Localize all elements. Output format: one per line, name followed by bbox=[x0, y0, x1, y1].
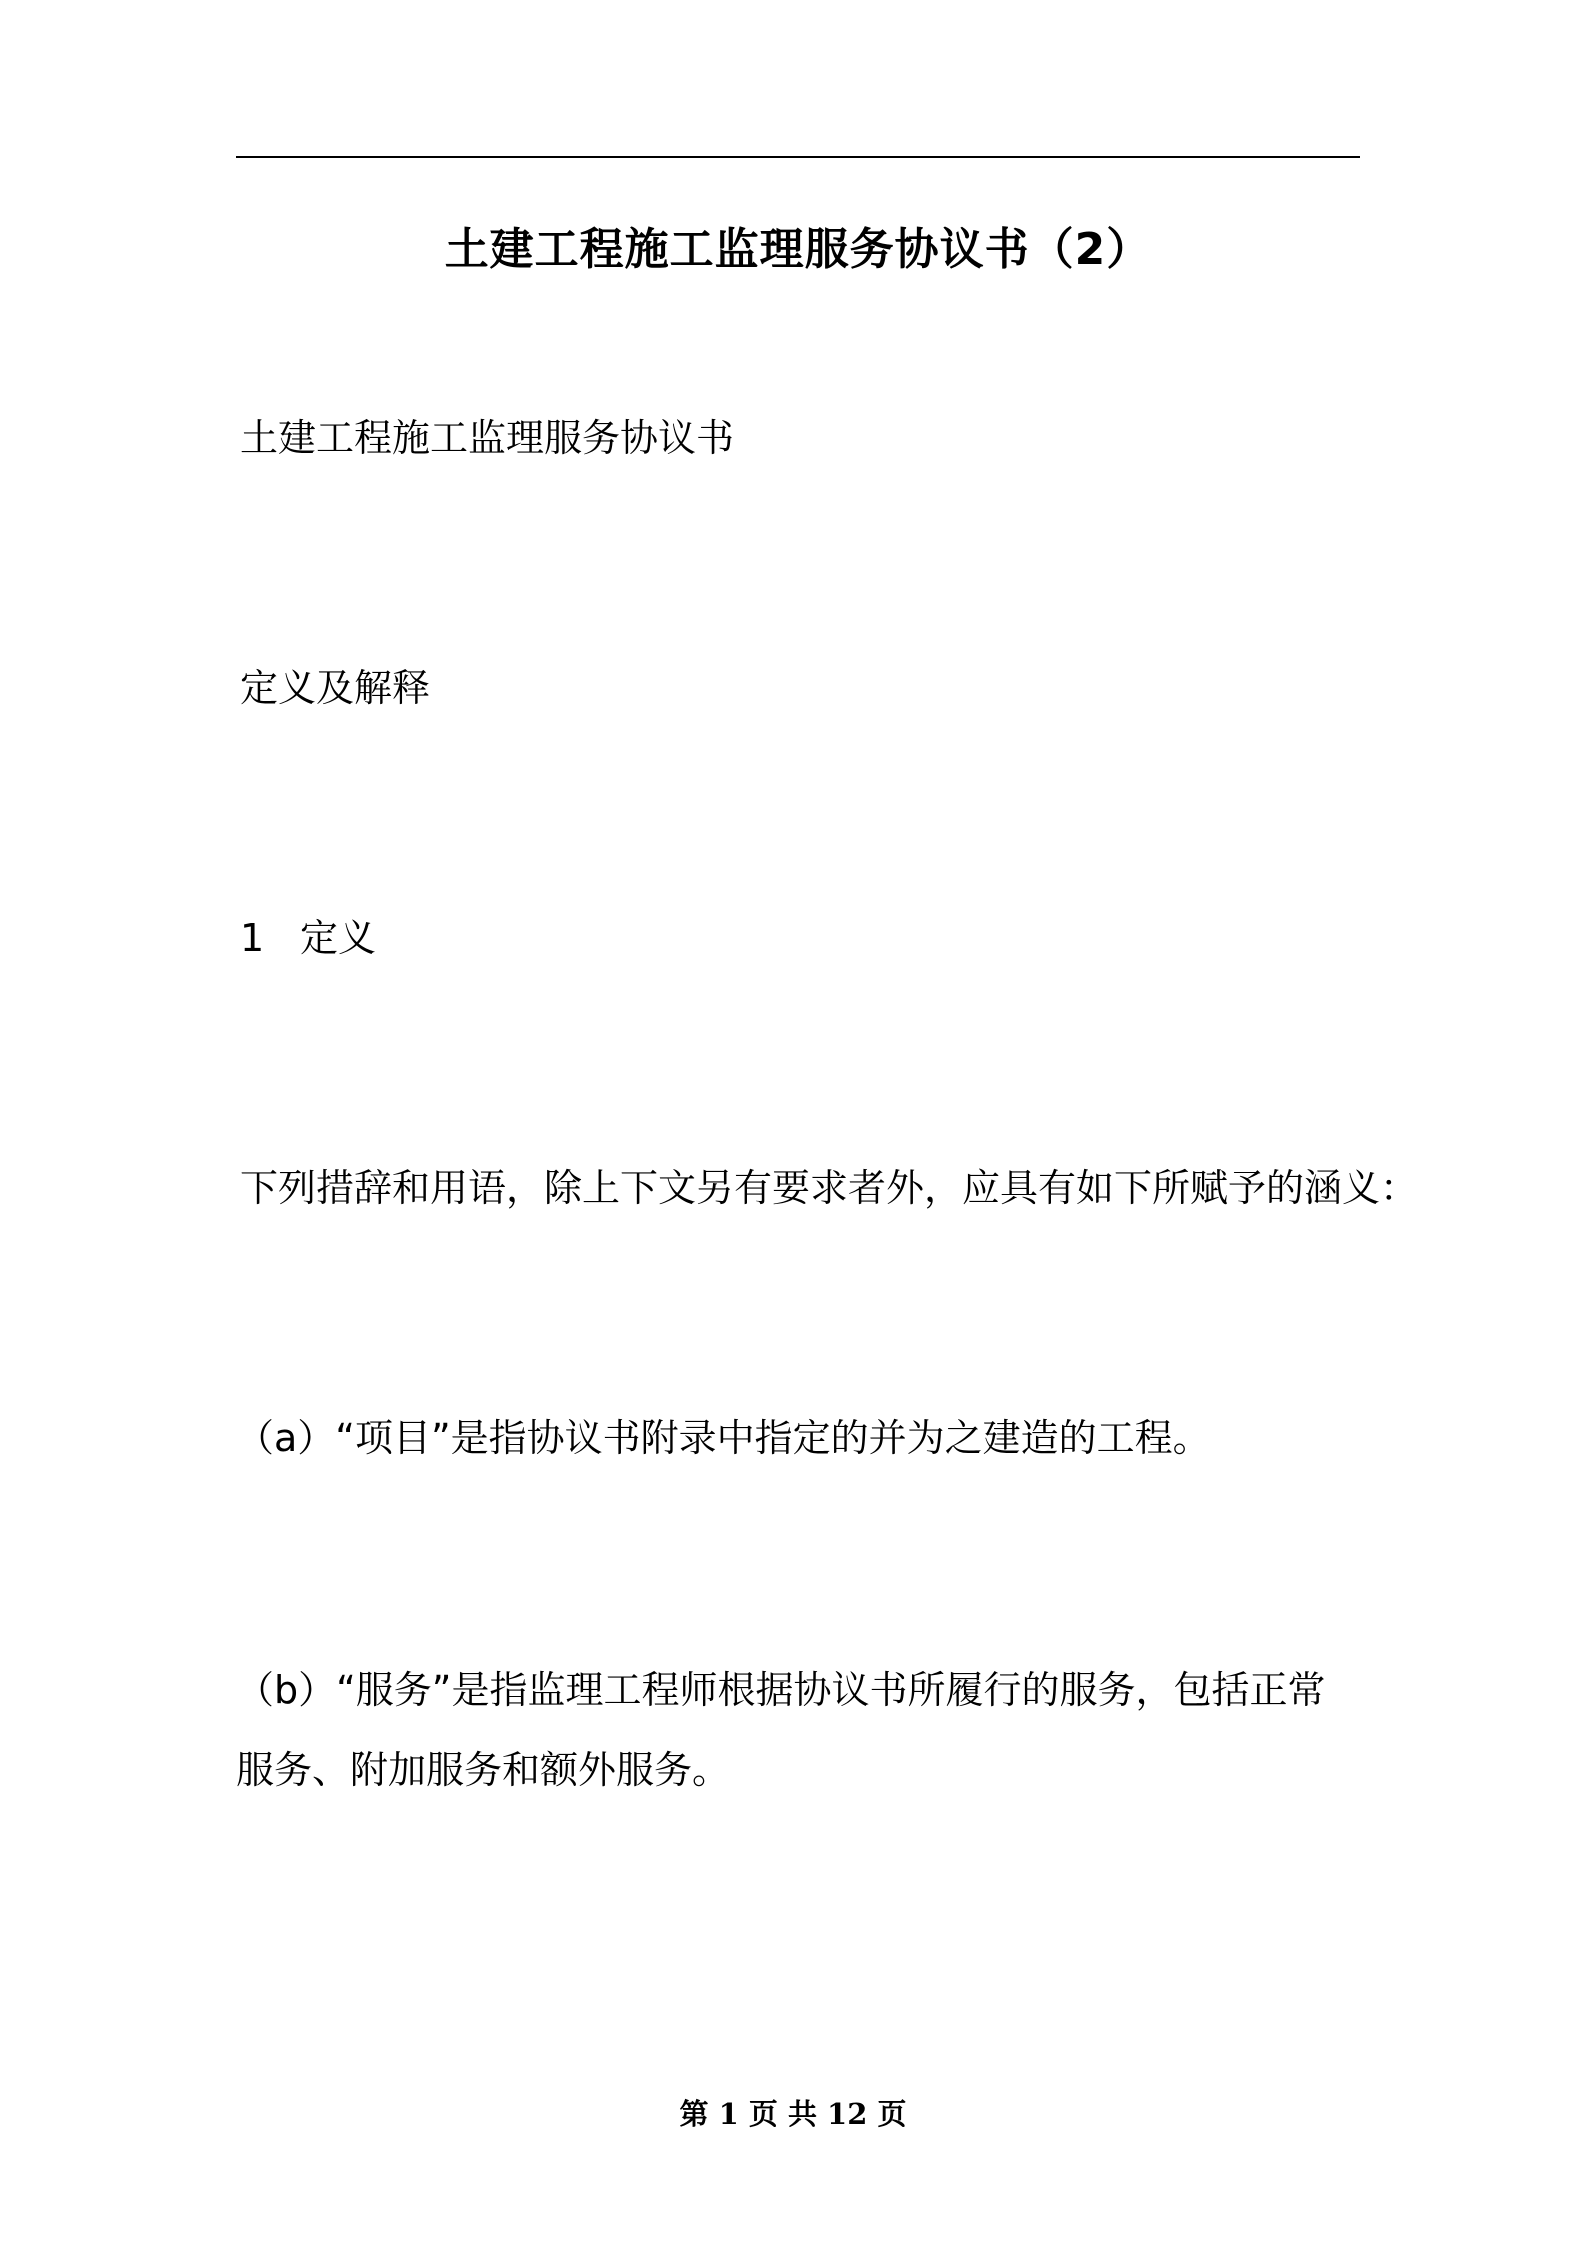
definition-item-b: （b）“服务”是指监理工程师根据协议书所履行的服务，包括正常服务、附加服务和额外服务。 bbox=[236, 1668, 1326, 1792]
clause-heading bbox=[240, 898, 1360, 978]
page-footer: 第 1 页 共 12 页 bbox=[679, 2097, 907, 2131]
header-rule bbox=[236, 156, 1360, 158]
clause-number: 1 bbox=[240, 916, 265, 960]
definition-item-a: （a）“项目”是指协议书附录中指定的并为之建造的工程。 bbox=[236, 1416, 1211, 1460]
section-heading: 定义及解释 bbox=[240, 666, 431, 710]
definitions-intro: 下列措辞和用语，除上下文另有要求者外，应具有如下所赋予的涵义： bbox=[240, 1166, 1419, 1210]
clause-label: 定义 bbox=[300, 916, 377, 960]
document-title: 土建工程施工监理服务协议书（2） bbox=[444, 224, 1152, 275]
document-subtitle: 土建工程施工监理服务协议书 bbox=[240, 416, 735, 460]
